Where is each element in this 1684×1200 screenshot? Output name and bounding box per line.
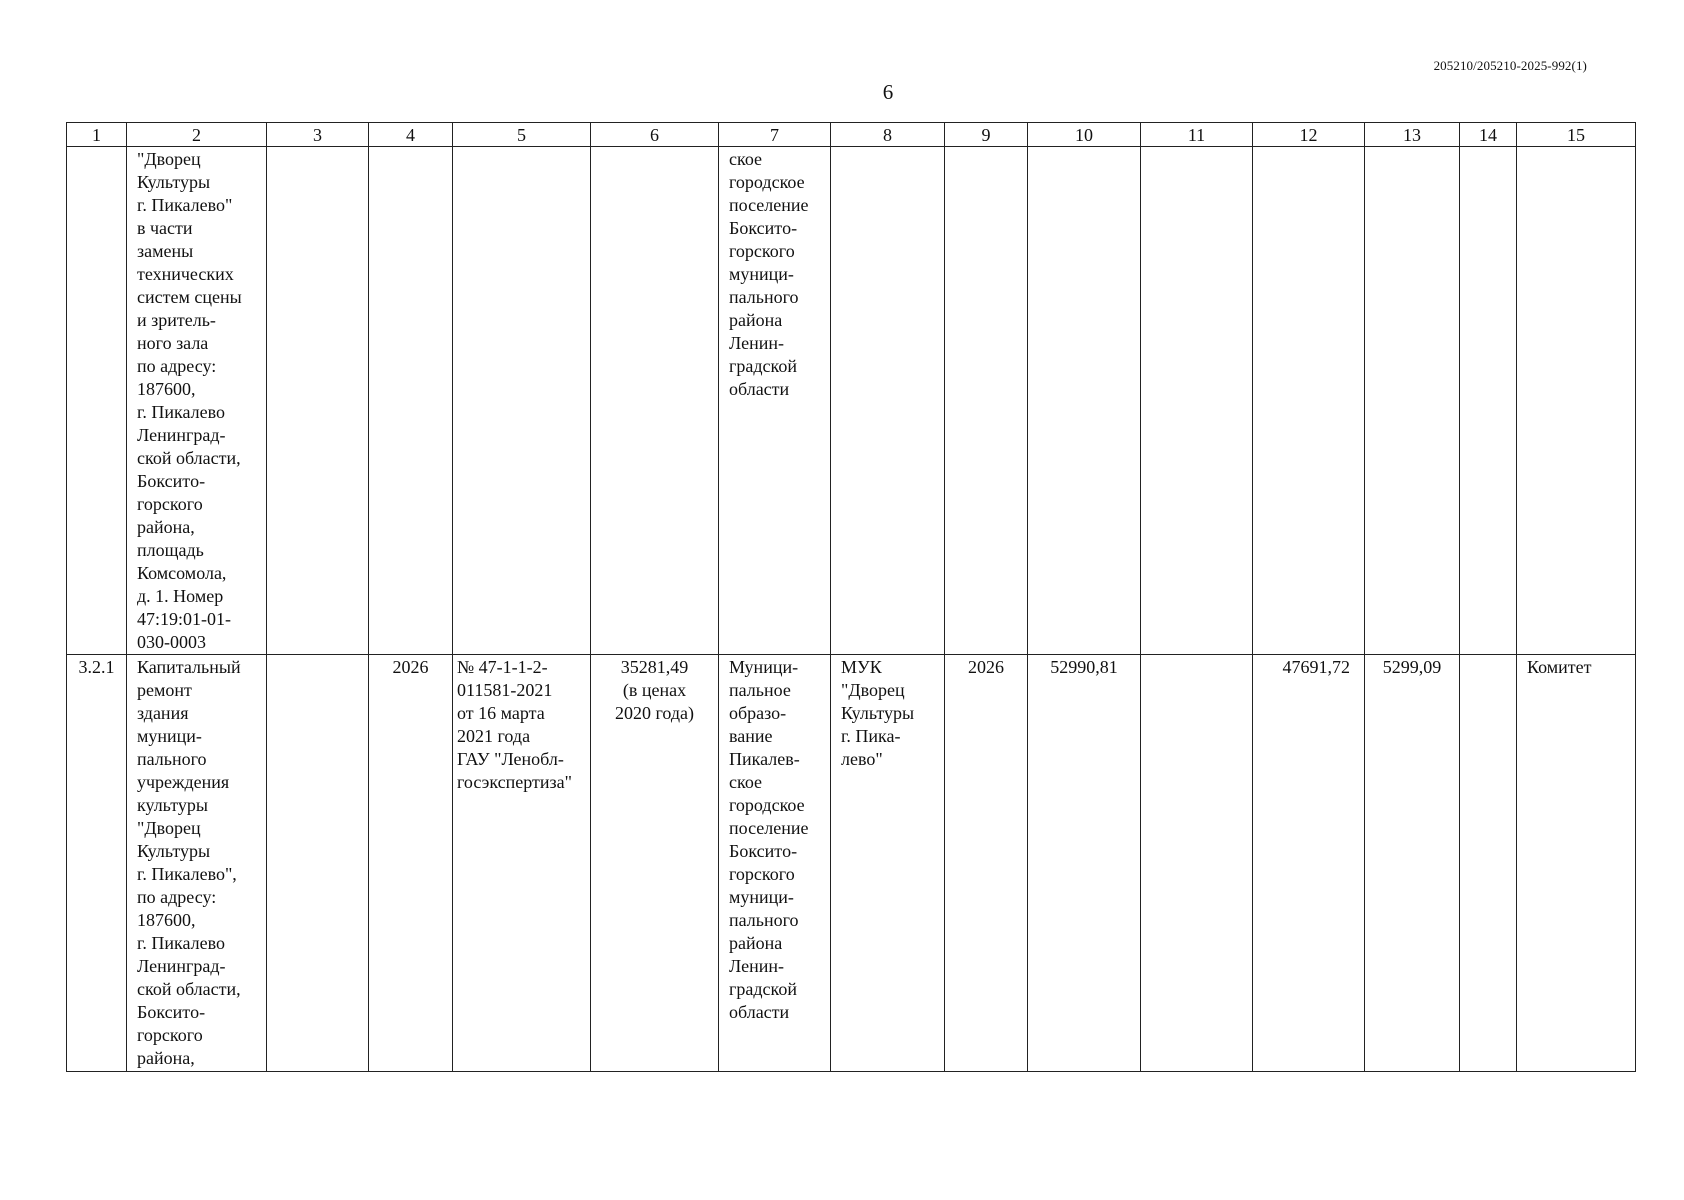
table-cell: № 47-1-1-2- 011581-2021 от 16 марта 2021 года ГАУ "Ленобл- госэкспертиза" <box>453 655 591 1072</box>
table-cell <box>1141 655 1253 1072</box>
table-cell <box>1517 147 1636 655</box>
column-header: 7 <box>719 123 831 147</box>
table-cell <box>591 147 719 655</box>
column-header: 12 <box>1253 123 1365 147</box>
table-cell <box>1460 147 1517 655</box>
table-cell: 35281,49 (в ценах 2020 года) <box>591 655 719 1072</box>
column-header: 10 <box>1028 123 1141 147</box>
document-id: 205210/205210-2025-992(1) <box>1433 58 1587 73</box>
table-cell: 2026 <box>945 655 1028 1072</box>
column-header: 13 <box>1365 123 1460 147</box>
table-cell <box>453 147 591 655</box>
table-cell <box>1253 147 1365 655</box>
column-header: 14 <box>1460 123 1517 147</box>
column-header: 1 <box>67 123 127 147</box>
table-cell <box>67 147 127 655</box>
table-cell <box>1365 147 1460 655</box>
table-cell <box>945 147 1028 655</box>
page-number: 6 <box>882 80 894 104</box>
table-cell <box>267 655 369 1072</box>
table-cell <box>369 147 453 655</box>
table-cell <box>831 147 945 655</box>
table-cell <box>267 147 369 655</box>
investment-table <box>66 122 1636 1072</box>
column-header: 15 <box>1517 123 1636 147</box>
table-cell <box>1141 147 1253 655</box>
column-header: 5 <box>453 123 591 147</box>
column-header: 2 <box>127 123 267 147</box>
table-row <box>67 147 1636 655</box>
column-header: 8 <box>831 123 945 147</box>
column-header: 4 <box>369 123 453 147</box>
table-cell: Комитет <box>1517 655 1636 1072</box>
column-header: 3 <box>267 123 369 147</box>
table-cell: 5299,09 <box>1365 655 1460 1072</box>
table-cell: МУК "Дворец Культуры г. Пика- лево" <box>831 655 945 1072</box>
table-cell: Капитальный ремонт здания муници- пального учреждения культуры "Дворец Культуры г. Пикалево", по адресу: 187600, г. Пикалево Ленинград- ской области, Бокситo- горского района, <box>127 655 267 1072</box>
column-header: 6 <box>591 123 719 147</box>
column-header: 11 <box>1141 123 1253 147</box>
table-cell: 52990,81 <box>1028 655 1141 1072</box>
table-cell: "Дворец Культуры г. Пикалево" в части замены технических систем сцены и зритель- ного зала по адресу: 187600, г. Пикалево Ленинград- ской области, Бокситo- горского района, площадь Комсомола, д. 1. Номер 47:19:01-01- 030-0003 <box>127 147 267 655</box>
header-row <box>67 123 1636 147</box>
table-cell <box>1028 147 1141 655</box>
table-cell: 2026 <box>369 655 453 1072</box>
table-cell: Муници- пальное образо- вание Пикалев- ское городское поселение Бокситo- горского муници- пального района Ленин- градской области <box>719 655 831 1072</box>
table-cell: ское городское поселение Бокситo- горского муници- пального района Ленин- градской области <box>719 147 831 655</box>
table-cell: 3.2.1 <box>67 655 127 1072</box>
table-cell: 47691,72 <box>1253 655 1365 1072</box>
table-cell <box>1460 655 1517 1072</box>
table-row <box>67 655 1636 1072</box>
column-header: 9 <box>945 123 1028 147</box>
